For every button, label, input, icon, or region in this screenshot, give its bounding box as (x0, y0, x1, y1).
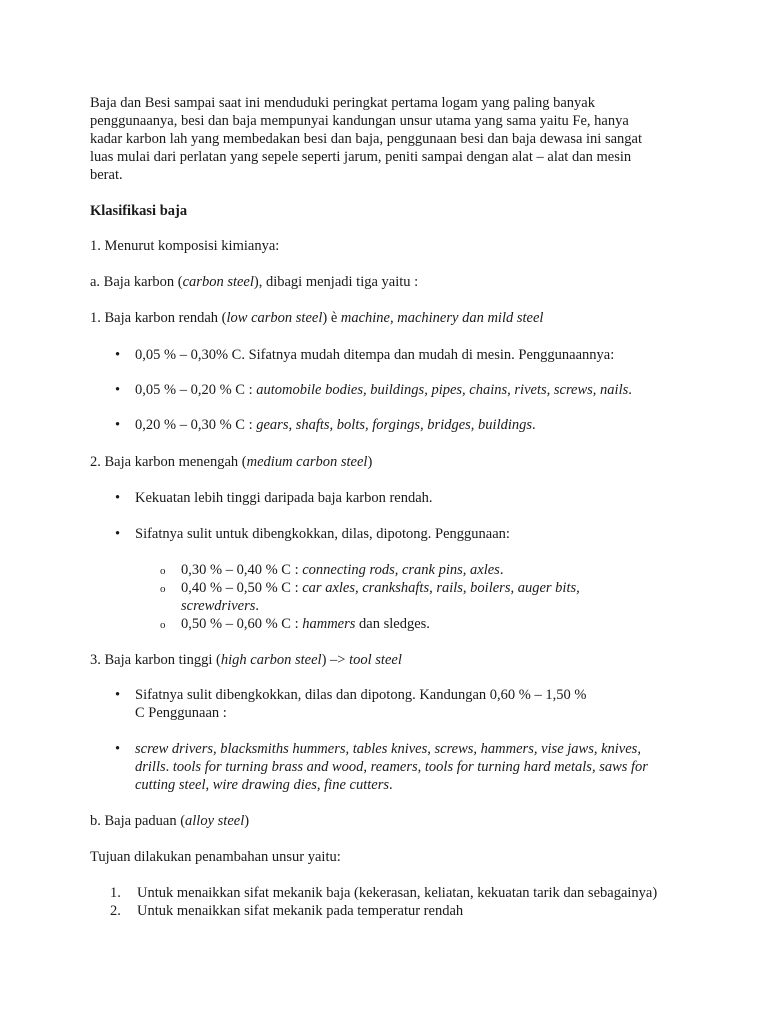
section-1-title: 1. Menurut komposisi kimianya: (90, 238, 280, 254)
carbon-steel-intro: a. Baja karbon (carbon steel), dibagi menjadi tiga yaitu : (90, 274, 419, 290)
bullet-icon: • (115, 382, 121, 398)
bullet-icon: • (115, 417, 121, 433)
bullet-icon: • (115, 687, 121, 703)
intro-line: kadar karbon lah yang membedakan besi dan baja, penggunaan besi dan baja dewasa ini sangat (90, 131, 643, 147)
high-carbon-heading: 3. Baja karbon tinggi (high carbon steel) –> tool steel (90, 652, 402, 668)
bullet-icon: • (115, 741, 121, 757)
circle-bullet-icon: o (160, 583, 166, 595)
purpose-text: Tujuan dilakukan penambahan unsur yaitu: (90, 849, 341, 865)
list-item: • Sifatnya sulit dibengkokkan, dilas dan dipotong. Kandungan 0,60 % – 1,50 % C Penggunaan : (115, 687, 587, 721)
low-carbon-heading: 1. Baja karbon rendah (low carbon steel) è machine, machinery dan mild steel (90, 310, 544, 326)
intro-line: penggunaanya, besi dan baja mempunyai kandungan unsur utama yang sama yaitu Fe, hanya (90, 113, 629, 129)
intro-paragraph (90, 94, 690, 184)
circle-bullet-icon: o (160, 619, 166, 631)
intro-line: berat. (90, 167, 123, 183)
bullet-icon: • (115, 526, 121, 542)
list-item: • screw drivers, blacksmiths hummers, tables knives, screws, hammers, vise jaws, knives, drills. tools for turning brass and wood, reamers, tools for turning hard metals, saws for cutting steel, wire drawing dies, fine cutters. (115, 741, 648, 793)
alloy-steel-heading: b. Baja paduan (alloy steel) (90, 813, 250, 829)
intro-line: luas mulai dari perlatan yang sepele seperti jarum, peniti sampai dengan alat – alat dan mesin (90, 149, 632, 165)
section-heading: Klasifikasi baja (90, 203, 188, 219)
medium-carbon-heading: 2. Baja karbon menengah (medium carbon steel) (90, 454, 373, 470)
document-page: Baja dan Besi sampai saat ini menduduki peringkat pertama logam yang paling banyak penggunaanya, besi dan baja mempunyai kandungan unsur utama yang sama yaitu Fe, hanya kadar karbon lah yang membedakan besi dan baja, penggunaan besi dan baja dewasa ini sangat luas mulai dari perlatan yang sepele seperti jarum, peniti sampai dengan alat – alat dan mesin berat. Klasifikasi baja 1. Menurut komposisi kimianya: a. Baja karbon (carbon steel), dibagi menjadi tiga yaitu : 1. Baja karbon rendah (low carbon steel) è machine, machinery dan mild steel • 0,05 % – 0,30% C. Sifatnya mudah ditempa dan mudah di mesin. Penggunaannya: • 0,05 % – 0,20 % C : automobile bodies, buildings, pipes, chains, rivets, screws, nails. • 0,20 % – 0,30 % C : gears, shafts, bolts, forgings, bridges, buildings. 2. Baja karbon menengah (medium carbon steel) • Kekuatan lebih tinggi daripada baja karbon rendah. • Sifatnya sulit untuk dibengkokkan, dilas, dipotong. Penggunaan: o 0,30 % – 0,40 % C : connecting rods, crank pins, axles. o 0,40 % – 0,50 % C : car axles, crankshafts, rails, boilers, auger bits, screwdrivers. o 0,50 % – 0,60 % C : hammers dan sledges. 3. Baja karbon tinggi (high carbon steel) –> tool steel • Sifatnya sulit dibengkokkan, dilas dan dipotong. Kandungan 0,60 % – 1,50 % C Penggunaan : • screw drivers, blacksmiths hummers, tables knives, screws, hammers, vise jaws, knives, drills. tools for turning brass and wood, reamers, tools for turning hard metals, saws for cutting steel, wire drawing dies, fine cutters. b. Baja paduan (alloy steel) Tujuan dilakukan penambahan unsur yaitu: 1. Untuk menaikkan sifat mekanik baja (kekerasan, keliatan, kekuatan tarik dan sebagainya) 2. Untuk menaikkan sifat mekanik pada temperatur rendah (0, 0, 768, 1024)
bullet-icon: • (115, 490, 121, 506)
circle-bullet-icon: o (160, 565, 166, 577)
intro-line: Baja dan Besi sampai saat ini menduduki peringkat pertama logam yang paling banyak (90, 95, 595, 111)
bullet-icon: • (115, 347, 121, 363)
